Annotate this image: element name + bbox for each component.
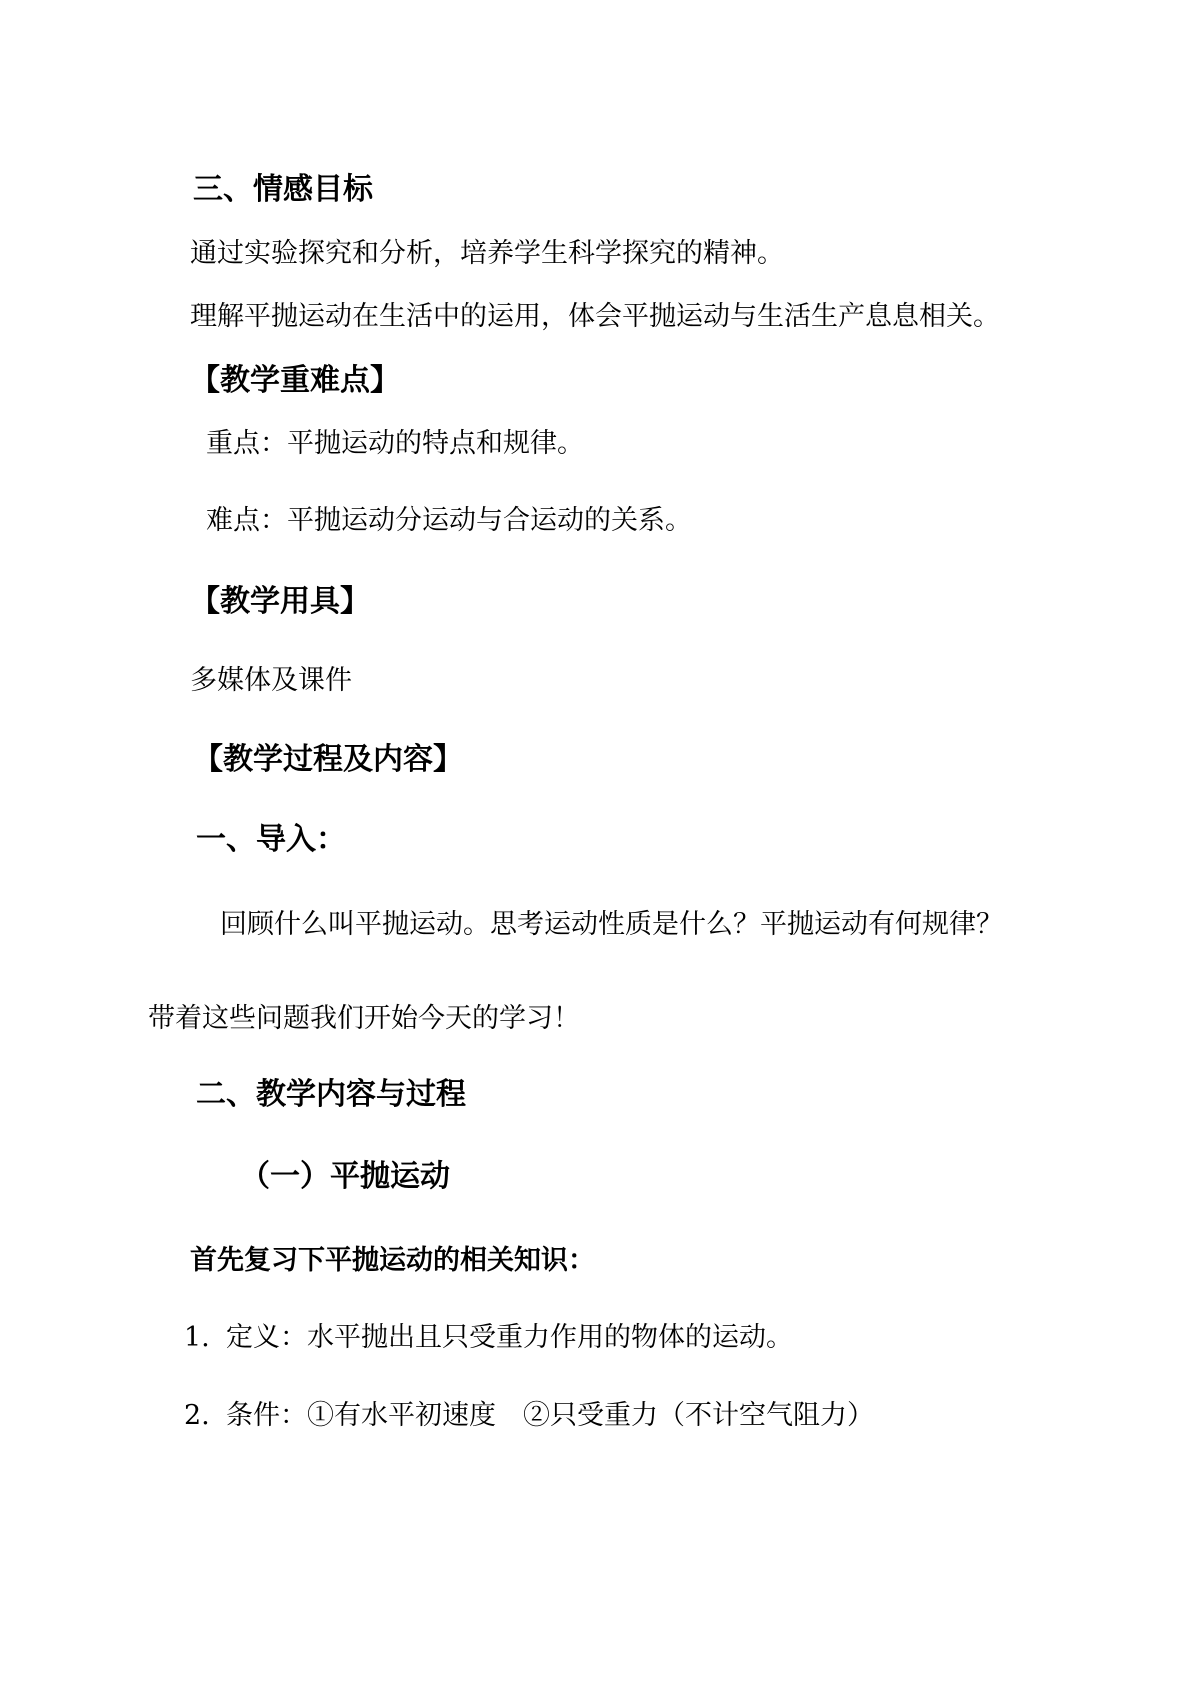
difficult-point: 难点：平抛运动分运动与合运动的关系。 xyxy=(206,505,692,536)
list-item-text: 条件：①有水平初速度 ②只受重力（不计空气阻力） xyxy=(226,1400,874,1431)
list-item-text: 定义：水平抛出且只受重力作用的物体的运动。 xyxy=(226,1322,793,1353)
list-item xyxy=(184,1402,874,1429)
review-title: 首先复习下平抛运动的相关知识： xyxy=(190,1245,595,1276)
key-points-title: 【教学重难点】 xyxy=(190,363,400,398)
intro-text: 回顾什么叫平抛运动。思考运动性质是什么？平抛运动有何规律？ xyxy=(220,909,1003,940)
intro-title: 一、导入： xyxy=(196,822,346,857)
list-item xyxy=(184,1324,793,1351)
tools-text: 多媒体及课件 xyxy=(190,665,352,696)
intro-text-continued: 带着这些问题我们开始今天的学习！ xyxy=(148,1003,580,1034)
key-point: 重点：平抛运动的特点和规律。 xyxy=(206,428,584,459)
list-item-number: 1. xyxy=(184,1322,210,1353)
process-title: 【教学过程及内容】 xyxy=(193,742,463,777)
content-title: 二、教学内容与过程 xyxy=(196,1077,466,1112)
list-item-number: 2. xyxy=(184,1400,210,1431)
tools-title: 【教学用具】 xyxy=(190,584,370,619)
goal-line-2: 理解平抛运动在生活中的运用，体会平抛运动与生活生产息息相关。 xyxy=(190,301,1000,332)
goal-line-1: 通过实验探究和分析，培养学生科学探究的精神。 xyxy=(190,238,784,269)
section3-title: 三、情感目标 xyxy=(193,172,373,207)
subsection1-title: （一）平抛运动 xyxy=(240,1159,450,1194)
